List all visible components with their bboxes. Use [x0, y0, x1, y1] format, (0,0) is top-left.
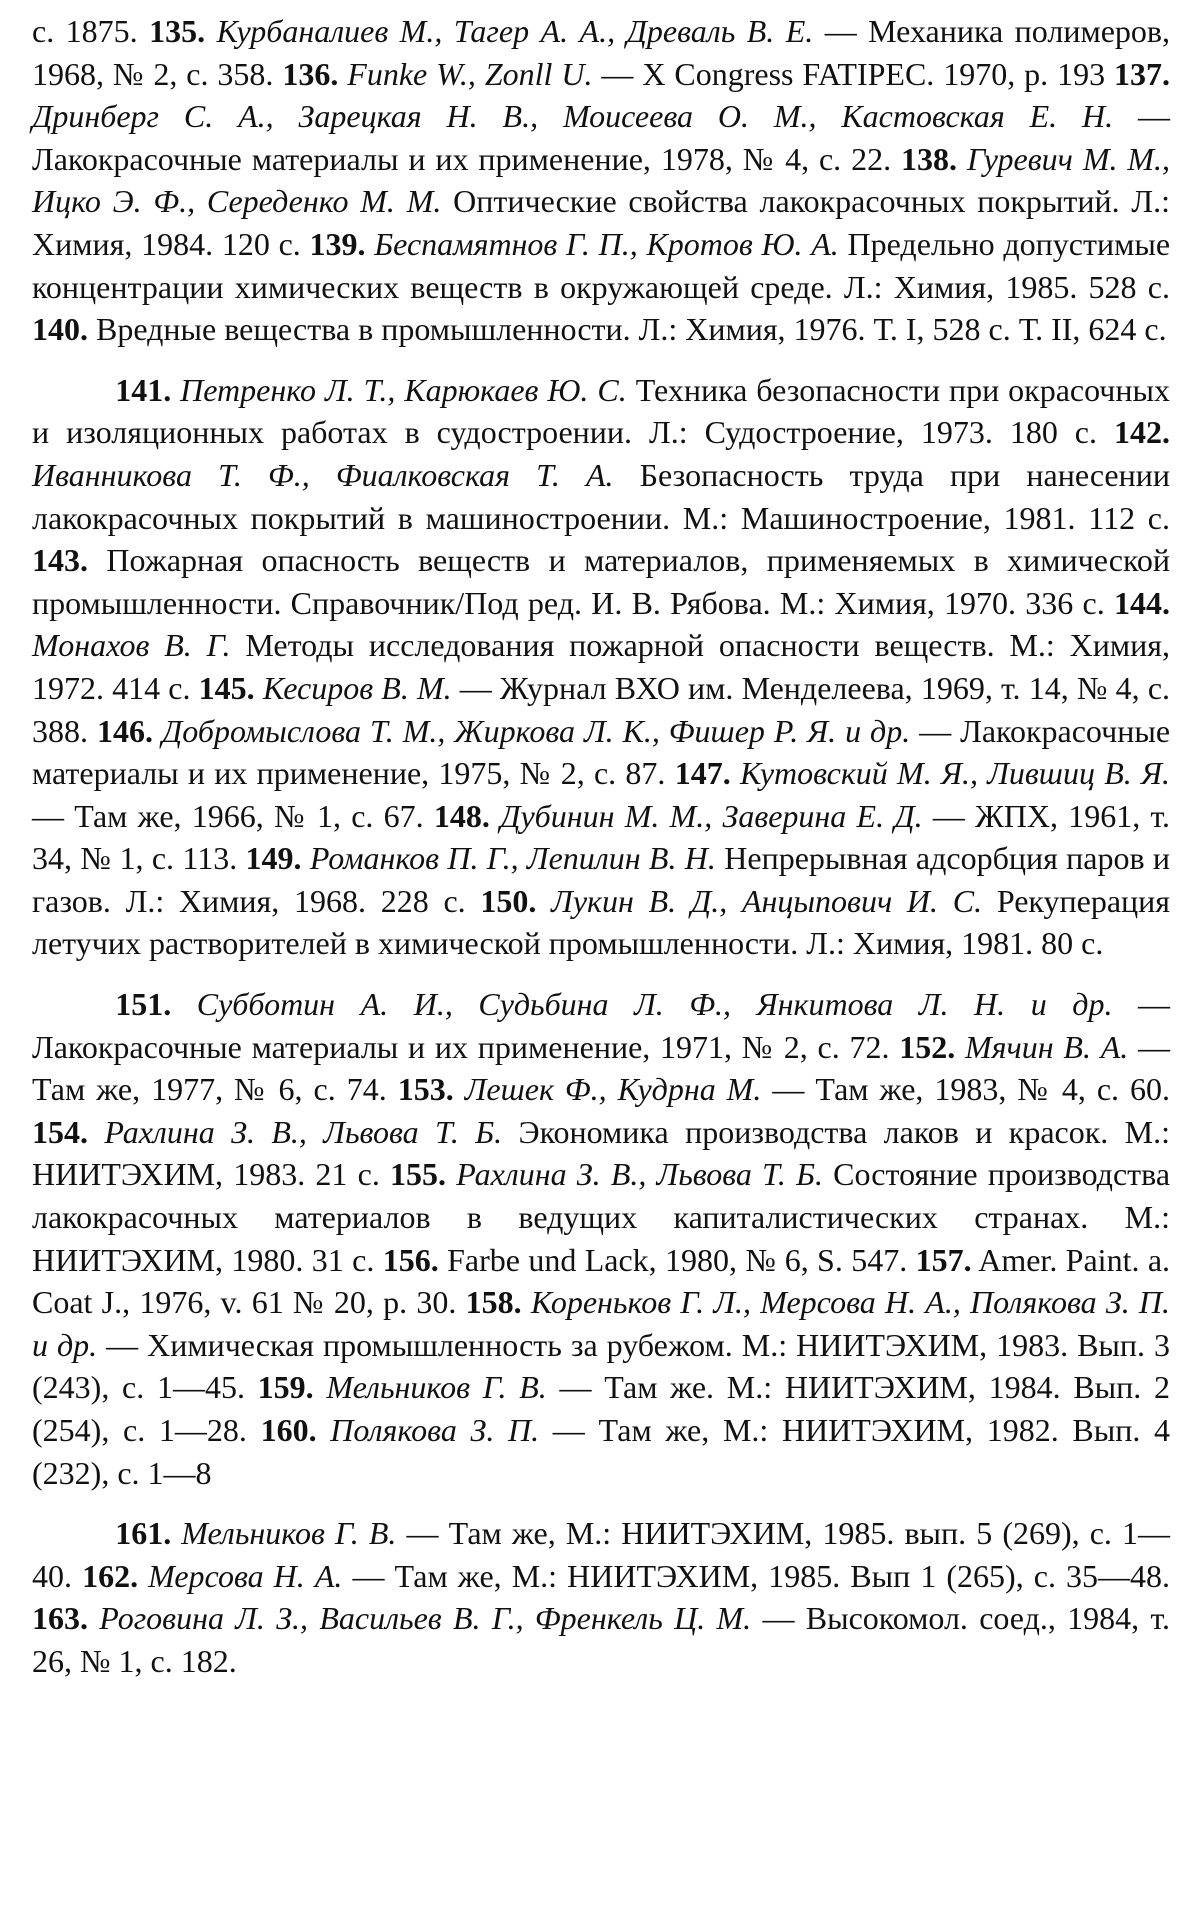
reference-authors: Беспамятнов Г. П., Кротов Ю. А. [374, 225, 839, 262]
reference-number: 140. [32, 311, 88, 348]
reference-details: — Там же, М.: НИИТЭХИМ, 1982. Вып. 4 (232), с. 1—8 [32, 1412, 1171, 1491]
reference-authors: Кутовский М. Я., Лившиц В. Я. [739, 755, 1171, 792]
reference-authors: Субботин А. И., Судьбина Л. Ф., Янкитова Л. Н. и др. [196, 986, 1113, 1023]
reference-details: Пожарная опасность веществ и материалов, применяемых в химической промышленности. Справочник/Под ред. И. В. Рябова. М.: Химия, 1970. 336 с. [32, 542, 1171, 621]
reference-number: 158. [465, 1284, 522, 1321]
reference-authors: Funke W., Zonll U. [347, 55, 593, 92]
reference-details: — Там же, 1983, № 4, с. 60. [761, 1071, 1171, 1108]
reference-entry [383, 1242, 907, 1278]
reference-details: — X Congress FATIPEC. 1970, p. 193 [592, 55, 1106, 92]
reference-number: 138. [901, 140, 958, 177]
reference-details: — Там же. М.: НИИТЭХИМ, 1984. Вып. 2 (254), с. 1—28. [32, 1369, 1171, 1448]
reference-paragraph [32, 983, 1170, 1494]
reference-details: — ЖПХ, 1961, т. 34, № 1, с. 113. [32, 797, 1171, 877]
reference-authors: Петренко Л. Т., Карюкаев Ю. С. [180, 371, 627, 408]
reference-details: Рекуперация летучих растворителей в химической промышленности. Л.: Химия, 1981. 80 с. [32, 882, 1171, 962]
reference-number: 135. [149, 13, 206, 49]
reference-details: — Журнал ВХО им. Менделеева, 1969, т. 14, № 4, с. 388. [32, 669, 1171, 749]
reference-authors: Лукин В. Д., Анцыпович И. С. [551, 882, 983, 919]
reference-authors: Дринберг С. А., Зарецкая Н. В., Моисеева О. М., Кастовская Е. Н. [32, 98, 1114, 135]
reference-number: 159. [257, 1369, 314, 1406]
reference-entry [32, 542, 1170, 621]
reference-number: 153. [397, 1071, 454, 1108]
reference-authors: Добромыслова Т. М., Жиркова Л. К., Фишер Р. Я. и др. [161, 712, 911, 749]
reference-number: 150. [480, 882, 537, 919]
reference-details: — Там же, 1977, № 6, с. 74. [32, 1028, 1171, 1108]
reference-authors: Кесиров В. М. [262, 669, 452, 706]
reference-number: 136. [282, 55, 339, 92]
reference-authors: Рахлина З. В., Львова Т. Б. [104, 1113, 503, 1150]
reference-details: — Механика полимеров, 1968, № 2, с. 358. [32, 13, 1171, 92]
reference-details: Техника безопасности при окрасочных и изоляционных работах в судостроении. Л.: Судостроение, 1973. 180 с. [32, 371, 1170, 451]
reference-details: Состояние производства лакокрасочных материалов в ведущих капиталистических странах. М.: НИИТЭХИМ, 1980. 31 с. [32, 1156, 1171, 1278]
reference-details: Amer. Paint. a. Coat J., 1976, v. 61 № 20, p. 30. [32, 1241, 1171, 1321]
reference-number: 152. [899, 1028, 956, 1065]
reference-details: Farbe und Lack, 1980, № 6, S. 547. [447, 1241, 908, 1278]
reference-authors: Полякова З. П. [330, 1412, 540, 1448]
reference-number: 162. [82, 1557, 139, 1594]
reference-number: 149. [245, 840, 302, 877]
reference-details: — Там же, М.: НИИТЭХИМ, 1985. Вып 1 (265), с. 35—48. [342, 1557, 1171, 1594]
reference-details: Оптические свойства лакокрасочных покрытий. Л.: Химия, 1984. 120 с. [32, 183, 1170, 262]
reference-authors: Иванникова Т. Ф., Фиалковская Т. А. [32, 456, 614, 493]
reference-authors: Кореньков Г. Л., Мерсова Н. А., Полякова З. П. и др. [32, 1284, 1171, 1363]
reference-details: — Там же, М.: НИИТЭХИМ, 1985. вып. 5 (269), с. 1—40. [32, 1515, 1170, 1594]
reference-number: 145. [198, 669, 255, 706]
reference-number: 154. [32, 1113, 88, 1150]
reference-authors: Курбаналиев М., Тагер А. А., Древаль В. Е. [216, 13, 814, 49]
reference-entry [398, 1071, 1170, 1107]
reference-authors: Монахов В. Г. [32, 627, 231, 664]
reference-entry [82, 1558, 1170, 1594]
reference-details: — Химическая промышленность за рубежом. М.: НИИТЭХИМ, 1983. Вып. 3 (243), с. 1—45. [32, 1326, 1171, 1406]
reference-authors: Гуревич М. М., Ицко Э. Ф., Середенко М. М. [32, 140, 1171, 220]
reference-number: 144. [1114, 584, 1171, 621]
reference-entry [32, 1600, 1170, 1679]
reference-details: Вредные вещества в промышленности. Л.: Химия, 1976. Т. I, 528 с. Т. II, 624 с. [96, 311, 1167, 348]
reference-details: Непрерывная адсорбция паров и газов. Л.: Химия, 1968. 228 с. [32, 840, 1171, 919]
reference-number: 142. [1114, 414, 1171, 451]
reference-entry [32, 311, 1167, 347]
reference-number: 155. [390, 1156, 447, 1193]
reference-authors: Лешек Ф., Кудрна М. [464, 1071, 762, 1108]
reference-number: 161. [115, 1515, 172, 1552]
reference-number: 137. [1114, 55, 1171, 92]
reference-authors: Дубинин М. М., Заверина Е. Д. [500, 797, 923, 834]
reference-paragraph [32, 10, 1170, 351]
reference-number: 143. [32, 542, 88, 579]
reference-details: — Лакокрасочные материалы и их применение, 1975, № 2, с. 87. [32, 712, 1171, 792]
reference-authors: Мячин В. А. [965, 1028, 1129, 1065]
reference-number: 146. [96, 712, 153, 749]
reference-details: Безопасность труда при нанесении лакокрасочных покрытий в машиностроении. М.: Машиностроение, 1981. 112 с. [32, 456, 1171, 536]
reference-details: — Лакокрасочные материалы и их применение, 1971, № 2, с. 72. [32, 986, 1171, 1065]
reference-authors: Мерсова Н. А. [148, 1557, 343, 1594]
reference-paragraph [32, 1512, 1170, 1682]
reference-paragraph [32, 369, 1170, 965]
reference-number: 151. [115, 986, 172, 1023]
reference-entry [32, 372, 1170, 451]
reference-entry [282, 56, 1105, 92]
reference-entry [32, 13, 138, 49]
reference-number: 148. [433, 797, 490, 834]
reference-details: Методы исследования пожарной опасности веществ. М.: Химия, 1972. 414 с. [32, 627, 1171, 706]
reference-number: 141. [115, 371, 172, 408]
reference-authors: Романков П. Г., Лепилин В. Н. [309, 840, 716, 877]
reference-authors: Мельников Г. В. [181, 1515, 397, 1552]
reference-details: Предельно допустимые концентрации химических веществ в окружающей среде. Л.: Химия, 1985. 528 с. [32, 225, 1171, 305]
reference-details: — Лакокрасочные материалы и их применение, 1978, № 4, с. 22. [32, 98, 1171, 177]
reference-details: — Там же, 1966, № 1, с. 67. [32, 797, 424, 834]
reference-details: Экономика производства лаков и красок. М.: НИИТЭХИМ, 1983. 21 с. [32, 1113, 1171, 1193]
reference-number: 139. [309, 225, 366, 262]
reference-number: 147. [674, 755, 731, 792]
reference-details: — Высокомол. соед., 1984, т. 26, № 1, с. 182. [32, 1600, 1171, 1679]
reference-authors: Мельников Г. В. [326, 1369, 547, 1406]
reference-number: 156. [382, 1241, 439, 1278]
reference-authors: Роговина Л. З., Васильев В. Г., Френкель Ц. М. [99, 1600, 752, 1637]
reference-authors: Рахлина З. В., Львова Т. Б. [456, 1156, 823, 1193]
reference-number: 157. [915, 1241, 972, 1278]
reference-number: 160. [260, 1412, 317, 1448]
reference-number: 163. [32, 1600, 88, 1637]
reference-details: с. 1875. [32, 13, 138, 49]
